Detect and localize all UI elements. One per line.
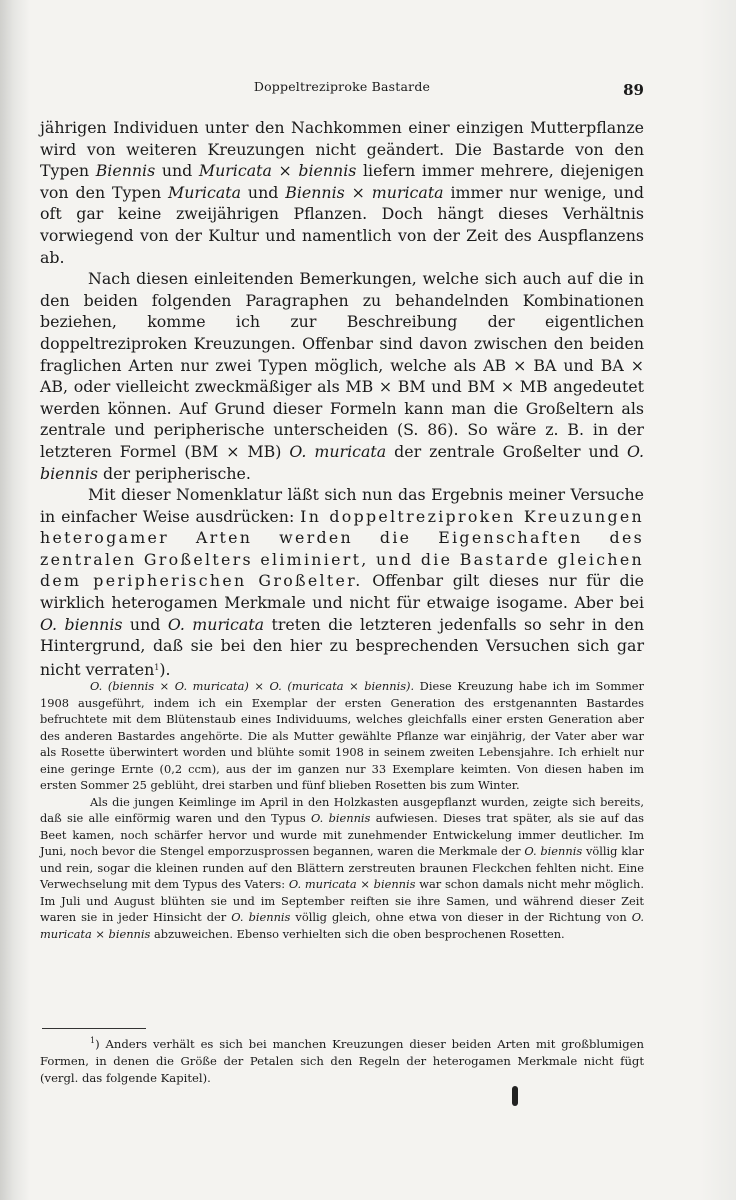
italic-run: O. biennis — [524, 844, 583, 858]
text-run: der peripherische. — [98, 463, 251, 483]
cross-formula: O. (biennis × O. muricata) × O. (muricata × biennis). — [90, 679, 415, 693]
italic-run: Muricata — [168, 182, 241, 202]
text-run: ) Anders verhält es sich bei manchen Kreuzungen dieser beiden Arten mit großblumigen Formen, in denen die Größe der Petalen sich den Regeln der heterogamen Merkmale nicht fügt (vergl. das folgende Kapitel). — [40, 1037, 644, 1085]
paragraph-3 — [40, 484, 644, 680]
text-run: liefern immer mehrere, diejenigen von den Typen — [40, 161, 644, 202]
footnote-text — [40, 1032, 644, 1087]
text-run: treten die letzteren jedenfalls so sehr in den Hintergrund, daß sie bei den hier zu besprechenden Versuchen sich gar nicht verraten — [40, 614, 644, 679]
italic-run: O. muricata × biennis — [40, 910, 645, 941]
text-run: jährigen Individuen unter den Nachkommen einer einzigen Mutterpflanze wird von weiteren Kreuzungen nicht geändert. Die Bastarde von den Typen — [40, 118, 644, 181]
text-run: × — [271, 161, 299, 181]
text-run: aufwiesen. Dieses trat später, als sie auf das Beet kamen, noch schärfer hervor und wurde mit zunehmender Entwickelung immer deutlicher. Im Juni, noch bevor die Stengel emporzusprossen begannen, waren die Merkmale der — [40, 811, 644, 858]
text-run: × — [344, 182, 372, 202]
text-run: abzuweichen. Ebenso verhielten sich die oben besprochenen Rosetten. — [150, 926, 565, 941]
text-run: ). — [159, 659, 171, 679]
text-run: völlig gleich, ohne etwa von dieser in der Richtung von — [290, 910, 632, 924]
italic-run: Biennis — [285, 182, 345, 202]
italic-run: O. muricata — [167, 614, 265, 634]
small-paragraph-2 — [40, 794, 644, 943]
text-run: immer nur wenige, und oft gar keine zweijährigen Pflanzen. Doch hängt dieses Verhältnis vorwiegend von der Kultur und namentlich von der Zeit des Auspflanzens ab. — [40, 182, 644, 267]
italic-run: Biennis — [95, 161, 156, 181]
text-run: Nach diesen einleitenden Bemerkungen, welche sich auch auf die in den beiden folgenden Paragraphen zu behandelnden Kombinationen beziehen, komme ich zur Beschreibung der eigentlichen doppeltreziproken Kreuzungen. Offenbar sind davon zwischen den beiden fraglichen Arten nur zwei Typen möglich, welche als AB × BA und BA × AB, oder vielleicht zweckmäßiger als MB × BM und BM × MB angedeutet werden können. Auf Grund dieser Formeln kann man die Großeltern als zentrale und peripherische unterscheiden (S. 86). So wäre z. B. in der letzteren Formel (BM × MB) — [40, 269, 644, 461]
emphasized-statement: In doppeltreziproken Kreuzungen heterogamer Arten werden die Eigenschaften des zentralen Großelters eliminiert, und die Bastarde gleichen dem peripherischen Großelter. — [40, 506, 644, 591]
small-print-section — [40, 678, 644, 942]
text-run: war schon damals nicht mehr möglich. Im Juli und August blühten sie und im September reiften sie ihre Samen, und während dieser Zeit waren sie in jeder Hinsicht der — [40, 877, 644, 924]
main-text — [40, 117, 644, 680]
page-header — [40, 79, 644, 99]
ink-blot — [512, 1086, 518, 1106]
footnote — [40, 1032, 644, 1087]
text-run: Als die jungen Keimlinge im April in den Holzkasten ausgepflanzt wurden, zeigte sich bereits, daß sie alle einförmig waren und den Typus — [40, 794, 644, 825]
italic-run: muricata — [371, 182, 444, 202]
paragraph-2 — [40, 268, 644, 484]
text-run: völlig klar und rein, sogar die kleinen runden auf den Blättern zerstreuten braunen Fleckchen fehlten nicht. Eine Verwechselung mit dem Typus des Vaters: — [40, 844, 644, 891]
text-run: und — [241, 182, 286, 202]
page-number: 89 — [623, 81, 644, 99]
small-paragraph-1 — [40, 678, 644, 794]
italic-run: O. biennis — [231, 910, 291, 924]
text-run: Diese Kreuzung habe ich im Sommer 1908 ausgeführt, indem ich ein Exemplar der ersten Generation des erstgenannten Bastardes befruchtete mit dem Blütenstaub eines Individuums, welches gleichfalls einer ersten Generation aber des anderen Bastardes angehörte. Die als Mutter gewählte Pflanze war einjährig, der Vater aber war als Rosette überwintert worden und blühte somit 1908 in seinem zweiten Lebensjahre. Ich erhielt nur eine geringe Ernte (0,2 ccm), aus der im ganzen nur 33 Exemplare keimten. Von diesen haben im ersten Sommer 25 geblüht, drei starben und fünf blieben Rosetten bis zum Winter. — [40, 679, 644, 792]
text-run: und — [122, 614, 168, 634]
text-run: und — [155, 161, 199, 181]
italic-run: O. biennis — [310, 811, 371, 825]
footnote-reference: 1 — [154, 662, 160, 672]
italic-run: Muricata — [198, 161, 272, 181]
footnote-divider — [42, 1028, 146, 1029]
footnote-mark: 1 — [90, 1036, 96, 1045]
running-title: Doppeltreziproke Bastarde — [253, 79, 431, 94]
italic-run: O. biennis — [40, 614, 123, 634]
text-run: Offenbar gilt dieses nur für die wirklich heterogamen Merkmale und nicht für etwaige isogame. Aber bei — [40, 571, 644, 613]
italic-run: O. muricata × biennis — [288, 877, 416, 891]
text-run: der zentrale Großelter und — [386, 441, 627, 461]
italic-run: biennis — [298, 161, 357, 181]
paragraph-1 — [40, 117, 644, 268]
text-run: Mit dieser Nomenklatur läßt sich nun das Ergebnis meiner Versuche in einfacher Weise ausdrücken: — [40, 485, 644, 526]
italic-run: O. muricata — [289, 441, 387, 461]
italic-run: O. biennis — [40, 441, 645, 483]
